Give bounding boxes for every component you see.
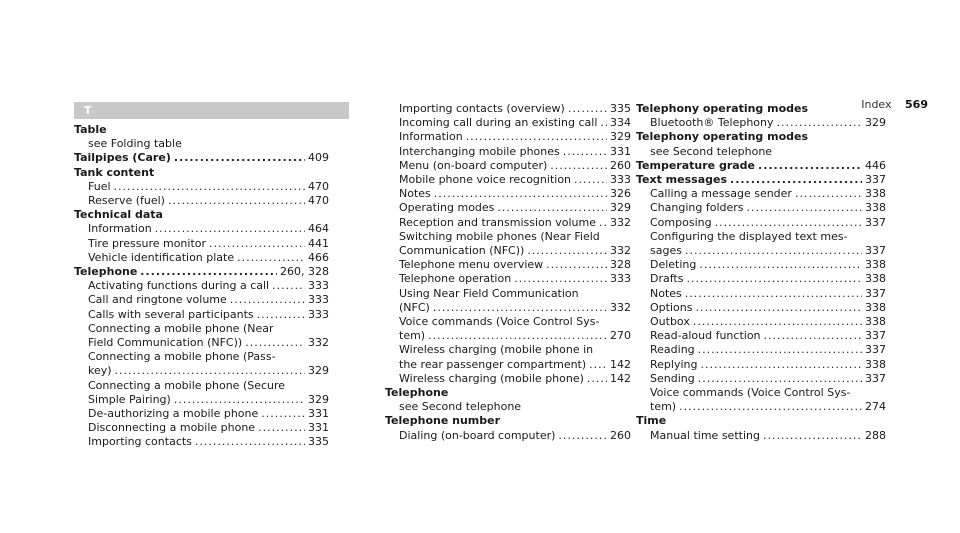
leader-dots [258, 421, 305, 435]
entry-label: Calls with several participants [88, 307, 254, 321]
entry-label: tem) [650, 400, 677, 414]
page-ref: 331 [308, 407, 329, 421]
leader-dots [115, 364, 305, 378]
page-ref: 337 [865, 371, 886, 385]
index-subentry: Connecting a mobile phone (Secure [88, 378, 286, 392]
leader-dots [693, 315, 862, 329]
leader-dots [527, 244, 607, 258]
leader-dots [685, 244, 862, 258]
index-subentry [385, 272, 631, 286]
index-subentry [636, 287, 886, 301]
index-subentry [636, 329, 886, 343]
index-subentry: Switching mobile phones (Near Field [399, 229, 600, 243]
page-ref: 337 [865, 343, 886, 357]
index-heading [74, 151, 329, 165]
page-ref: 270 [610, 329, 631, 343]
page-ref: 337 [865, 329, 886, 343]
entry-label: Incoming call during an existing call [399, 116, 598, 130]
index-subentry: Voice commands (Voice Control Sys- [650, 386, 851, 400]
index-subentry [385, 173, 631, 187]
section-label: Index [861, 98, 892, 111]
index-subentry [385, 329, 631, 343]
page-ref: 338 [865, 357, 886, 371]
leader-dots [230, 293, 305, 307]
index-subentry [636, 372, 886, 386]
index-subentry: Using Near Field Communication [399, 286, 579, 300]
page-ref: 274 [865, 400, 886, 414]
leader-dots [568, 102, 607, 116]
leader-dots [237, 251, 305, 265]
index-subentry [385, 301, 631, 315]
page-ref: 333 [308, 307, 329, 321]
index-subentry [385, 358, 631, 372]
index-subentry [636, 301, 886, 315]
page-ref: 288 [865, 428, 886, 442]
page-ref: 338 [865, 300, 886, 314]
leader-dots [679, 400, 862, 414]
entry-label: Vehicle identification plate [88, 250, 235, 264]
index-subentry [74, 222, 329, 236]
index-subentry [636, 216, 886, 230]
leader-dots [257, 308, 305, 322]
index-heading: Telephony operating modes [636, 130, 809, 144]
page-ref: 260 [610, 158, 631, 172]
page-ref: 333 [308, 293, 329, 307]
page-ref: 466 [308, 250, 329, 264]
index-letter-bar: T [74, 102, 349, 119]
leader-dots [777, 116, 862, 130]
entry-label: sages [650, 244, 682, 258]
page-ref: 142 [610, 357, 631, 371]
leader-dots [272, 279, 305, 293]
entry-label: Menu (on-board computer) [399, 158, 548, 172]
entry-label: Information [88, 222, 152, 236]
page-ref: 332 [610, 244, 631, 258]
index-subentry [74, 308, 329, 322]
leader-dots [758, 159, 862, 173]
page-ref: 332 [610, 300, 631, 314]
page-ref: 260, 328 [280, 265, 329, 279]
leader-dots [174, 151, 305, 165]
index-heading: Telephone number [385, 414, 501, 428]
index-subentry [385, 244, 631, 258]
leader-dots [698, 343, 862, 357]
entry-label: Manual time setting [650, 428, 760, 442]
page-ref: 335 [610, 102, 631, 115]
index-subentry [385, 258, 631, 272]
entry-label: the rear passenger compartment) [399, 357, 587, 371]
leader-dots [730, 173, 862, 187]
page-ref: 329 [865, 116, 886, 130]
entry-label: Call and ringtone volume [88, 293, 227, 307]
page-ref: 337 [865, 173, 886, 187]
entry-label: Importing contacts [88, 435, 192, 449]
leader-dots [599, 216, 607, 230]
leader-dots [698, 372, 862, 386]
leader-dots [434, 187, 607, 201]
entry-label: Notes [650, 286, 682, 300]
index-subentry [74, 364, 329, 378]
index-subentry [385, 216, 631, 230]
index-subentry [74, 194, 329, 208]
index-subentry [385, 102, 631, 116]
entry-label: Sending [650, 371, 695, 385]
entry-label: Operating modes [399, 201, 495, 215]
index-subentry: Connecting a mobile phone (Pass- [88, 350, 276, 364]
index-subentry [636, 258, 886, 272]
page-ref: 328 [610, 258, 631, 272]
index-heading: Table [74, 123, 107, 136]
entry-label: Tire pressure monitor [88, 236, 207, 250]
leader-dots [174, 393, 305, 407]
index-subentry [636, 315, 886, 329]
index-subentry [636, 272, 886, 286]
page-ref: 326 [610, 187, 631, 201]
index-subentry [74, 251, 329, 265]
entry-label: Field Communication (NFC)) [88, 336, 243, 350]
leader-dots [587, 372, 607, 386]
page-ref: 441 [308, 236, 329, 250]
index-heading: Tank content [74, 165, 155, 179]
leader-dots [155, 222, 305, 236]
leader-dots [715, 216, 862, 230]
index-subentry [385, 145, 631, 159]
index-subentry [636, 187, 886, 201]
index-subentry: Connecting a mobile phone (Near [88, 321, 274, 335]
index-subentry: Wireless charging (mobile phone in [399, 343, 594, 357]
leader-dots [747, 201, 862, 215]
index-subentry [385, 130, 631, 144]
index-subentry [385, 429, 631, 443]
entry-label: Wireless charging (mobile phone) [399, 371, 584, 385]
page-ref: 338 [865, 258, 886, 272]
index-subentry [636, 201, 886, 215]
entry-label: Reception and transmission volume [399, 215, 596, 229]
entry-label: De-authorizing a mobile phone [88, 407, 259, 421]
page-ref: 470 [308, 179, 329, 193]
leader-dots [574, 173, 607, 187]
leader-dots [558, 429, 607, 443]
index-column-2 [385, 102, 631, 443]
index-subentry: see Second telephone [650, 144, 773, 158]
leader-dots [600, 116, 607, 130]
index-subentry [74, 407, 329, 421]
leader-dots [563, 145, 607, 159]
index-subentry: Configuring the displayed text mes- [650, 229, 848, 243]
leader-dots [686, 272, 862, 286]
entry-label: Text messages [636, 173, 728, 187]
page-ref: 332 [308, 336, 329, 350]
page-ref: 338 [865, 315, 886, 329]
index-subentry [74, 336, 329, 350]
entry-label: Telephone [74, 265, 138, 279]
page-ref: 338 [865, 272, 886, 286]
index-subentry: Voice commands (Voice Control Sys- [399, 315, 600, 329]
index-subentry [74, 180, 329, 194]
page-ref: 470 [308, 194, 329, 208]
index-heading [636, 159, 886, 173]
page-ref: 329 [308, 392, 329, 406]
page-ref: 334 [610, 116, 631, 130]
entry-label: tem) [399, 329, 426, 343]
index-subentry: see Folding table [88, 137, 182, 151]
leader-dots [114, 180, 305, 194]
entry-label: Dialing (on-board computer) [399, 428, 556, 442]
index-heading [74, 265, 329, 279]
leader-dots [497, 201, 607, 215]
leader-dots [700, 358, 862, 372]
entry-label: Communication (NFC)) [399, 244, 525, 258]
index-heading: Telephony operating modes [636, 102, 809, 115]
leader-dots [685, 287, 862, 301]
entry-label: (NFC) [399, 300, 430, 314]
page-ref: 332 [610, 215, 631, 229]
entry-label: Changing folders [650, 201, 744, 215]
entry-label: Disconnecting a mobile phone [88, 421, 256, 435]
entry-label: Telephone menu overview [399, 258, 544, 272]
page-ref: 142 [610, 371, 631, 385]
index-column-3 [636, 102, 886, 443]
index-heading [636, 173, 886, 187]
entry-label: Telephone operation [399, 272, 512, 286]
page-ref: 409 [308, 151, 329, 165]
leader-dots [764, 329, 862, 343]
index-subentry [636, 400, 886, 414]
page-ref: 335 [308, 435, 329, 449]
leader-dots [589, 358, 607, 372]
page-ref: 329 [610, 130, 631, 144]
index-subentry [74, 279, 329, 293]
index-subentry [385, 187, 631, 201]
index-heading: Time [636, 414, 667, 428]
index-subentry [636, 343, 886, 357]
page-ref: 333 [610, 173, 631, 187]
index-subentry: see Second telephone [399, 400, 522, 414]
page-ref: 329 [610, 201, 631, 215]
index-subentry [636, 429, 886, 443]
page-ref: 338 [865, 201, 886, 215]
entry-label: Options [650, 300, 693, 314]
index-subentry [385, 116, 631, 130]
entry-label: Read-aloud function [650, 329, 761, 343]
leader-dots [514, 272, 607, 286]
page-ref: 260 [610, 428, 631, 442]
entry-label: Simple Pairing) [88, 392, 171, 406]
entry-label: Information [399, 130, 463, 144]
leader-dots [209, 237, 305, 251]
entry-label: Composing [650, 215, 712, 229]
entry-label: Reading [650, 343, 695, 357]
leader-dots [763, 429, 862, 443]
leader-dots [466, 130, 607, 144]
leader-dots [428, 329, 607, 343]
entry-label: Importing contacts (overview) [399, 102, 565, 115]
index-subentry [74, 435, 329, 449]
leader-dots [550, 159, 607, 173]
entry-label: Interchanging mobile phones [399, 144, 560, 158]
page-ref: 337 [865, 286, 886, 300]
page-ref: 464 [308, 222, 329, 236]
index-subentry [385, 201, 631, 215]
entry-label: Drafts [650, 272, 684, 286]
index-subentry [74, 293, 329, 307]
entry-label: Fuel [88, 179, 111, 193]
entry-label: Mobile phone voice recognition [399, 173, 572, 187]
page-ref: 337 [865, 244, 886, 258]
leader-dots [261, 407, 305, 421]
entry-label: Notes [399, 187, 431, 201]
page-ref: 331 [610, 144, 631, 158]
entry-label: Deleting [650, 258, 697, 272]
leader-dots [140, 265, 277, 279]
index-column-1 [74, 102, 329, 450]
leader-dots [433, 301, 607, 315]
page-ref: 329 [308, 364, 329, 378]
entry-label: Replying [650, 357, 698, 371]
page-ref: 333 [308, 279, 329, 293]
entry-label: Temperature grade [636, 158, 756, 172]
entry-label: Reserve (fuel) [88, 194, 165, 208]
page-ref: 331 [308, 421, 329, 435]
leader-dots [546, 258, 607, 272]
leader-dots [195, 435, 305, 449]
leader-dots [695, 301, 862, 315]
entry-label: Bluetooth® Telephony [650, 116, 774, 130]
index-subentry [636, 244, 886, 258]
leader-dots [168, 194, 305, 208]
entry-label: Calling a message sender [650, 187, 792, 201]
page-ref: 446 [865, 158, 886, 172]
leader-dots [699, 258, 862, 272]
entry-label: Outbox [650, 315, 690, 329]
index-subentry [74, 393, 329, 407]
entry-label: Tailpipes (Care) [74, 151, 171, 165]
index-subentry [385, 159, 631, 173]
index-heading: Telephone [385, 386, 449, 400]
page-ref: 337 [865, 215, 886, 229]
index-subentry [74, 237, 329, 251]
page-ref: 338 [865, 187, 886, 201]
page-ref: 333 [610, 272, 631, 286]
index-subentry [74, 421, 329, 435]
entry-label: key) [88, 364, 112, 378]
index-subentry [636, 358, 886, 372]
index-heading: Technical data [74, 208, 163, 222]
leader-dots [795, 187, 862, 201]
page-number: 569 [905, 98, 928, 111]
entry-label: Activating functions during a call [88, 279, 270, 293]
index-subentry [636, 116, 886, 130]
leader-dots [245, 336, 305, 350]
index-subentry [385, 372, 631, 386]
